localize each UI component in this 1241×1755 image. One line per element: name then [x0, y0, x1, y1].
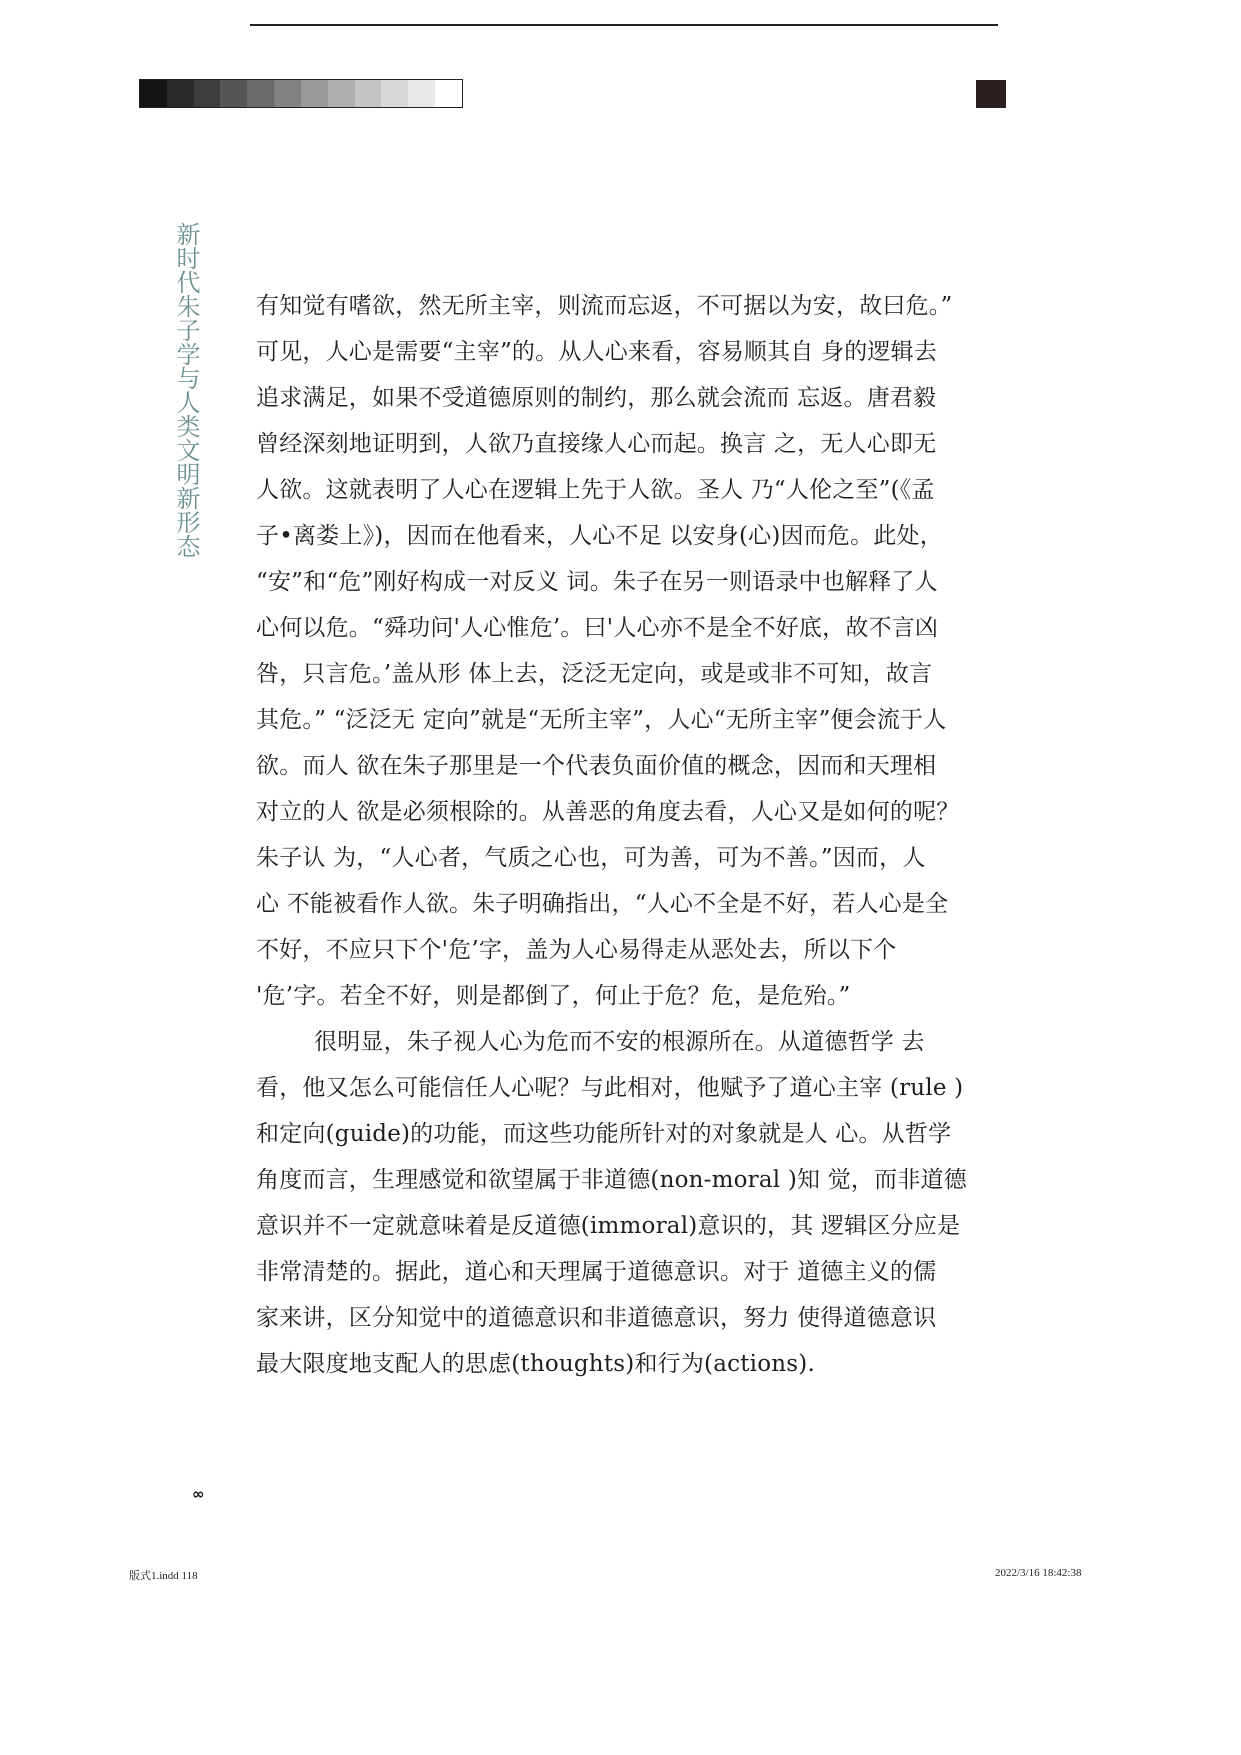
text-line: 对立的人 欲是必须根除的。从善恶的角度去看，人心又是如何的呢？ [256, 799, 960, 825]
text-line: 心 不能被看作人欲。朱子明确指出，“人心不全是不好，若人心是全 [256, 891, 949, 917]
footer-file-info: 版式1.indd 118 [129, 1570, 198, 1582]
footer-timestamp: 2022/3/16 18:42:38 [995, 1567, 1082, 1579]
text-line: 心何以危。“舜功问'人心惟危’。曰'人心亦不是全不好底，故不言凶 [256, 615, 939, 641]
text-line: 非常清楚的。据此，道心和天理属于道德意识。对于 道德主义的儒 [256, 1259, 937, 1285]
text-line: '危’字。若全不好，则是都倒了，何止于危？危，是危殆。” [256, 983, 851, 1009]
text-line: 追求满足，如果不受道德原则的制约，那么就会流而 忘返。唐君毅 [256, 385, 937, 411]
grayscale-calibration-bar [139, 79, 463, 108]
text-line: 有知觉有嗜欲，然无所主宰，则流而忘返，不可据以为安，故曰危。” [256, 293, 953, 319]
gray-swatch [328, 80, 355, 107]
text-line: 曾经深刻地证明到，人欲乃直接缘人心而起。换言 之，无人心即无 [256, 431, 937, 457]
text-line: 意识并不一定就意味着是反道德(immoral)意识的，其 逻辑区分应是 [256, 1213, 961, 1239]
gray-swatch [194, 80, 221, 107]
gray-swatch [274, 80, 301, 107]
gray-swatch [435, 80, 462, 107]
text-line: 朱子认 为，“人心者，气质之心也，可为善，可为不善。”因而，人 [256, 845, 926, 871]
gray-swatch [167, 80, 194, 107]
gray-swatch [140, 80, 167, 107]
text-line: 咎，只言危。’盖从形 体上去，泛泛无定向，或是或非不可知，故言 [256, 661, 933, 687]
gray-swatch [355, 80, 382, 107]
text-line: 其危。” “泛泛无 定向”就是“无所主宰”，人心“无所主宰”便会流于人 [256, 707, 947, 733]
text-line: 角度而言，生理感觉和欲望属于非道德(non-moral )知 觉，而非道德 [256, 1167, 967, 1193]
text-line: 很明显，朱子视人心为危而不安的根源所在。从道德哲学 去 [314, 1029, 925, 1055]
text-line: “安”和“危”刚好构成一对反义 词。朱子在另一则语录中也解释了人 [256, 569, 938, 595]
gray-swatch [381, 80, 408, 107]
gray-swatch [301, 80, 328, 107]
text-line: 家来讲，区分知觉中的道德意识和非道德意识，努力 使得道德意识 [256, 1305, 937, 1331]
text-line: 子•离娄上》)，因而在他看来，人心不足 以安身(心)因而危。此处， [256, 523, 943, 549]
gray-swatch [408, 80, 435, 107]
gray-swatch [247, 80, 274, 107]
text-line: 欲。而人 欲在朱子那里是一个代表负面价值的概念，因而和天理相 [256, 753, 937, 779]
text-line: 不好，不应只下个'危’字，盖为人心易得走从恶处去，所以下个 [256, 937, 897, 963]
header-rule [250, 24, 998, 26]
text-line: 人欲。这就表明了人心在逻辑上先于人欲。圣人 乃“人伦之至”(《孟 [256, 477, 935, 503]
page-number: ∞ [192, 1485, 205, 1503]
text-line: 可见，人心是需要“主宰”的。从人心来看，容易顺其自 身的逻辑去 [256, 339, 938, 365]
registration-mark [976, 80, 1006, 108]
gray-swatch [220, 80, 247, 107]
text-line: 最大限度地支配人的思虑(thoughts)和行为(actions). [256, 1351, 815, 1377]
running-title: 新时代朱子学与人类文明新形态 [172, 222, 200, 558]
text-line: 和定向(guide)的功能，而这些功能所针对的对象就是人 心。从哲学 [256, 1121, 952, 1147]
text-line: 看，他又怎么可能信任人心呢？与此相对，他赋予了道心主宰 (rule ) [256, 1075, 964, 1101]
body-text [256, 283, 1000, 1387]
